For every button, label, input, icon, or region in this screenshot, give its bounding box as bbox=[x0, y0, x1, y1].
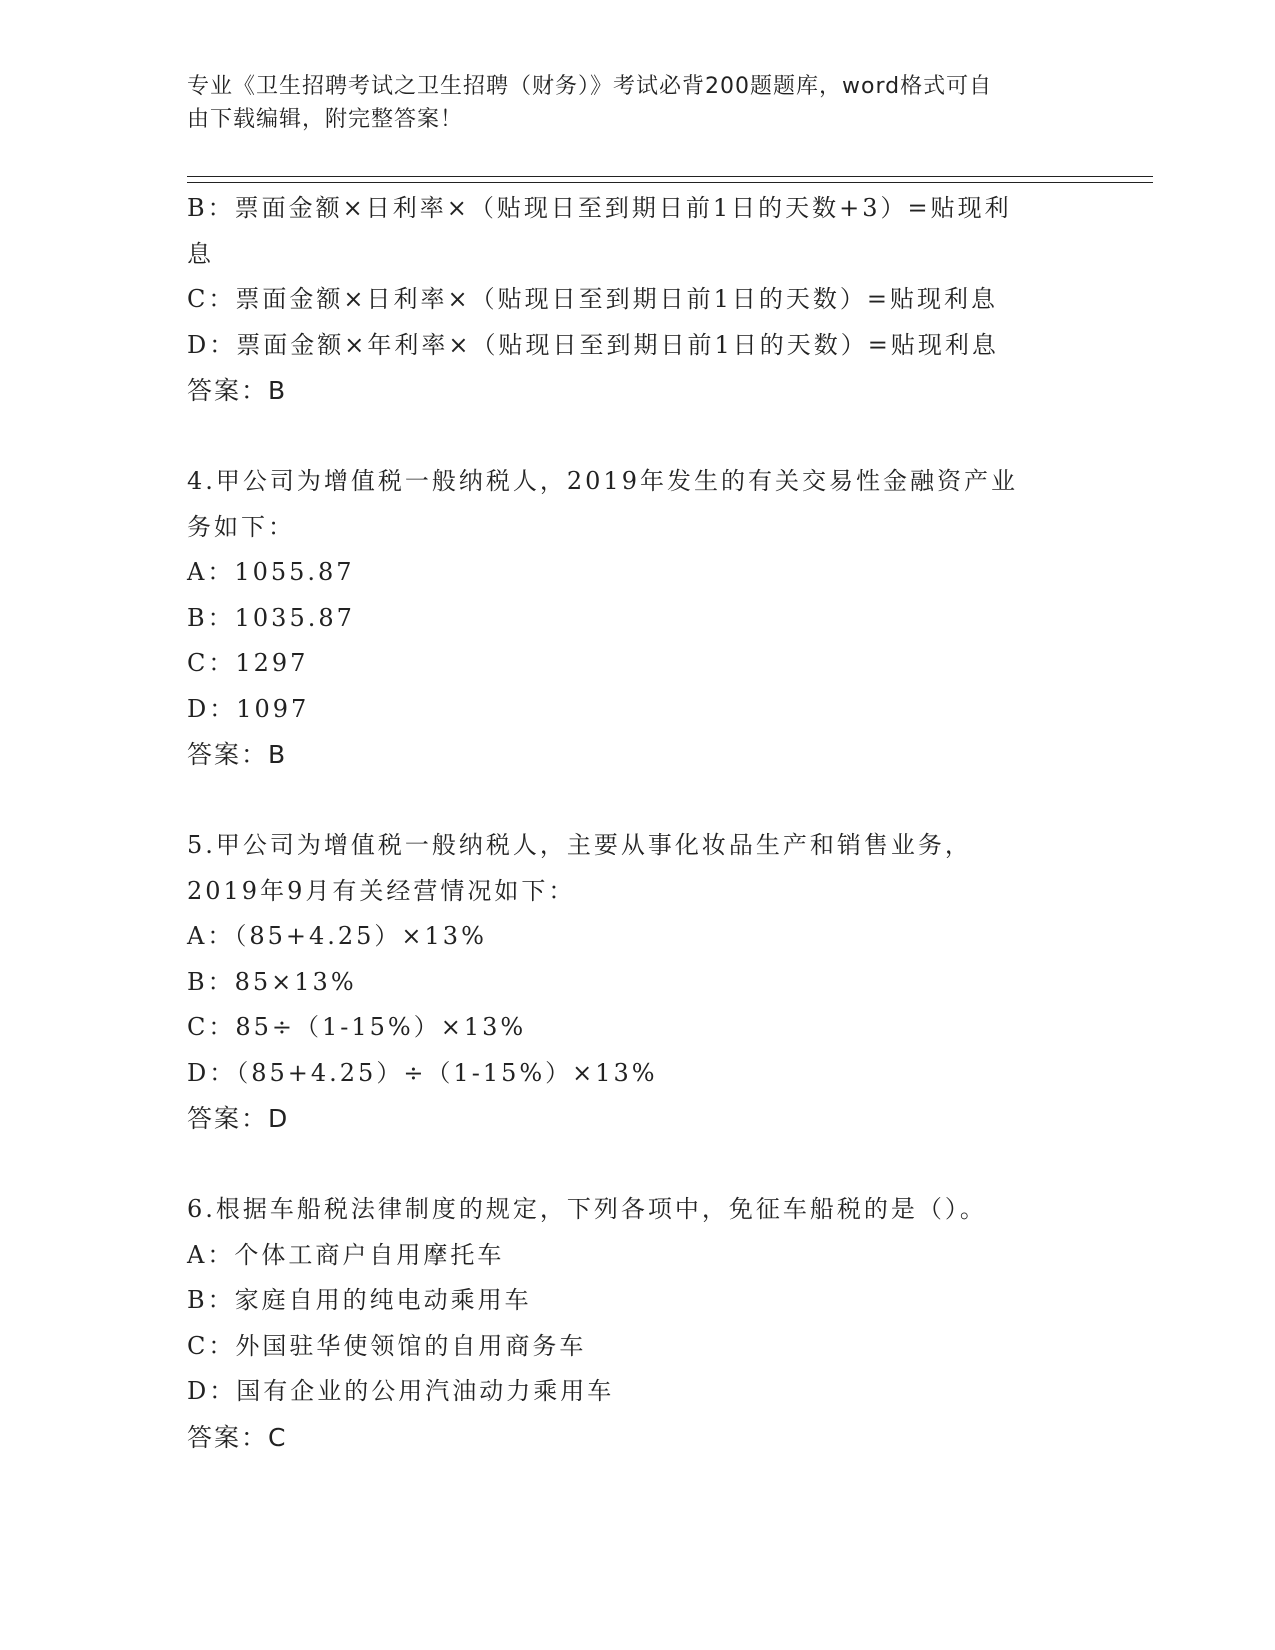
question-spacer bbox=[187, 1142, 1087, 1188]
option-d: D：票面金额×年利率×（贴现日至到期日前1日的天数）=贴现利息 bbox=[187, 330, 999, 359]
option-a: A：（85+4.25）×13% bbox=[187, 922, 487, 950]
question-stem: 6.根据车船税法律制度的规定，下列各项中，免征车船税的是（）。 bbox=[187, 1195, 987, 1223]
question-stem: 4.甲公司为增值税一般纳税人，2019年发生的有关交易性金融资产业 bbox=[187, 467, 1018, 495]
option-c: C：票面金额×日利率×（贴现日至到期日前1日的天数）=贴现利息 bbox=[187, 285, 998, 313]
header-line-1: 专业《卫生招聘考试之卫生招聘（财务）》考试必背200题题库，word格式可自 bbox=[187, 74, 993, 99]
option-a: A：1055.87 bbox=[187, 558, 355, 586]
question-stem: 5.甲公司为增值税一般纳税人，主要从事化妆品生产和销售业务， bbox=[187, 831, 972, 859]
question-line: 息 bbox=[187, 239, 214, 268]
question-stem: 务如下： bbox=[187, 512, 295, 541]
question-line: B：票面金额×日利率×（贴现日至到期日前1日的天数+3）=贴现利 bbox=[187, 194, 1012, 222]
header-line-2: 由下载编辑，附完整答案！ bbox=[187, 107, 464, 132]
question-block-4 bbox=[187, 459, 1087, 778]
header-divider-bottom bbox=[187, 182, 1153, 183]
option-d: D：（85+4.25）÷（1-15%）×13% bbox=[187, 1058, 658, 1087]
option-c: C：1297 bbox=[187, 649, 309, 677]
option-d: D：国有企业的公用汽油动力乘用车 bbox=[187, 1377, 615, 1405]
question-block-6 bbox=[187, 1187, 1087, 1460]
option-a: A：个体工商户自用摩托车 bbox=[187, 1240, 505, 1269]
option-c: C：85÷（1-15%）×13% bbox=[187, 1013, 527, 1041]
option-b: B：1035.87 bbox=[187, 603, 355, 632]
question-spacer bbox=[187, 778, 1087, 824]
question-list bbox=[187, 186, 1087, 1460]
answer-label: 答案：B bbox=[187, 740, 288, 769]
option-b: B：家庭自用的纯电动乘用车 bbox=[187, 1286, 532, 1314]
option-d: D：1097 bbox=[187, 694, 310, 723]
answer-label: 答案：D bbox=[187, 1104, 290, 1133]
question-stem: 2019年9月有关经营情况如下： bbox=[187, 876, 576, 905]
question-spacer bbox=[187, 414, 1087, 460]
question-block-3 bbox=[187, 186, 1087, 414]
question-block-5 bbox=[187, 823, 1087, 1142]
answer-label: 答案：C bbox=[187, 1422, 288, 1452]
answer-label: 答案：B bbox=[187, 376, 288, 405]
header-divider-top bbox=[187, 176, 1153, 177]
document-header bbox=[187, 70, 1067, 136]
option-c: C：外国驻华使领馆的自用商务车 bbox=[187, 1331, 587, 1360]
option-b: B：85×13% bbox=[187, 967, 357, 996]
